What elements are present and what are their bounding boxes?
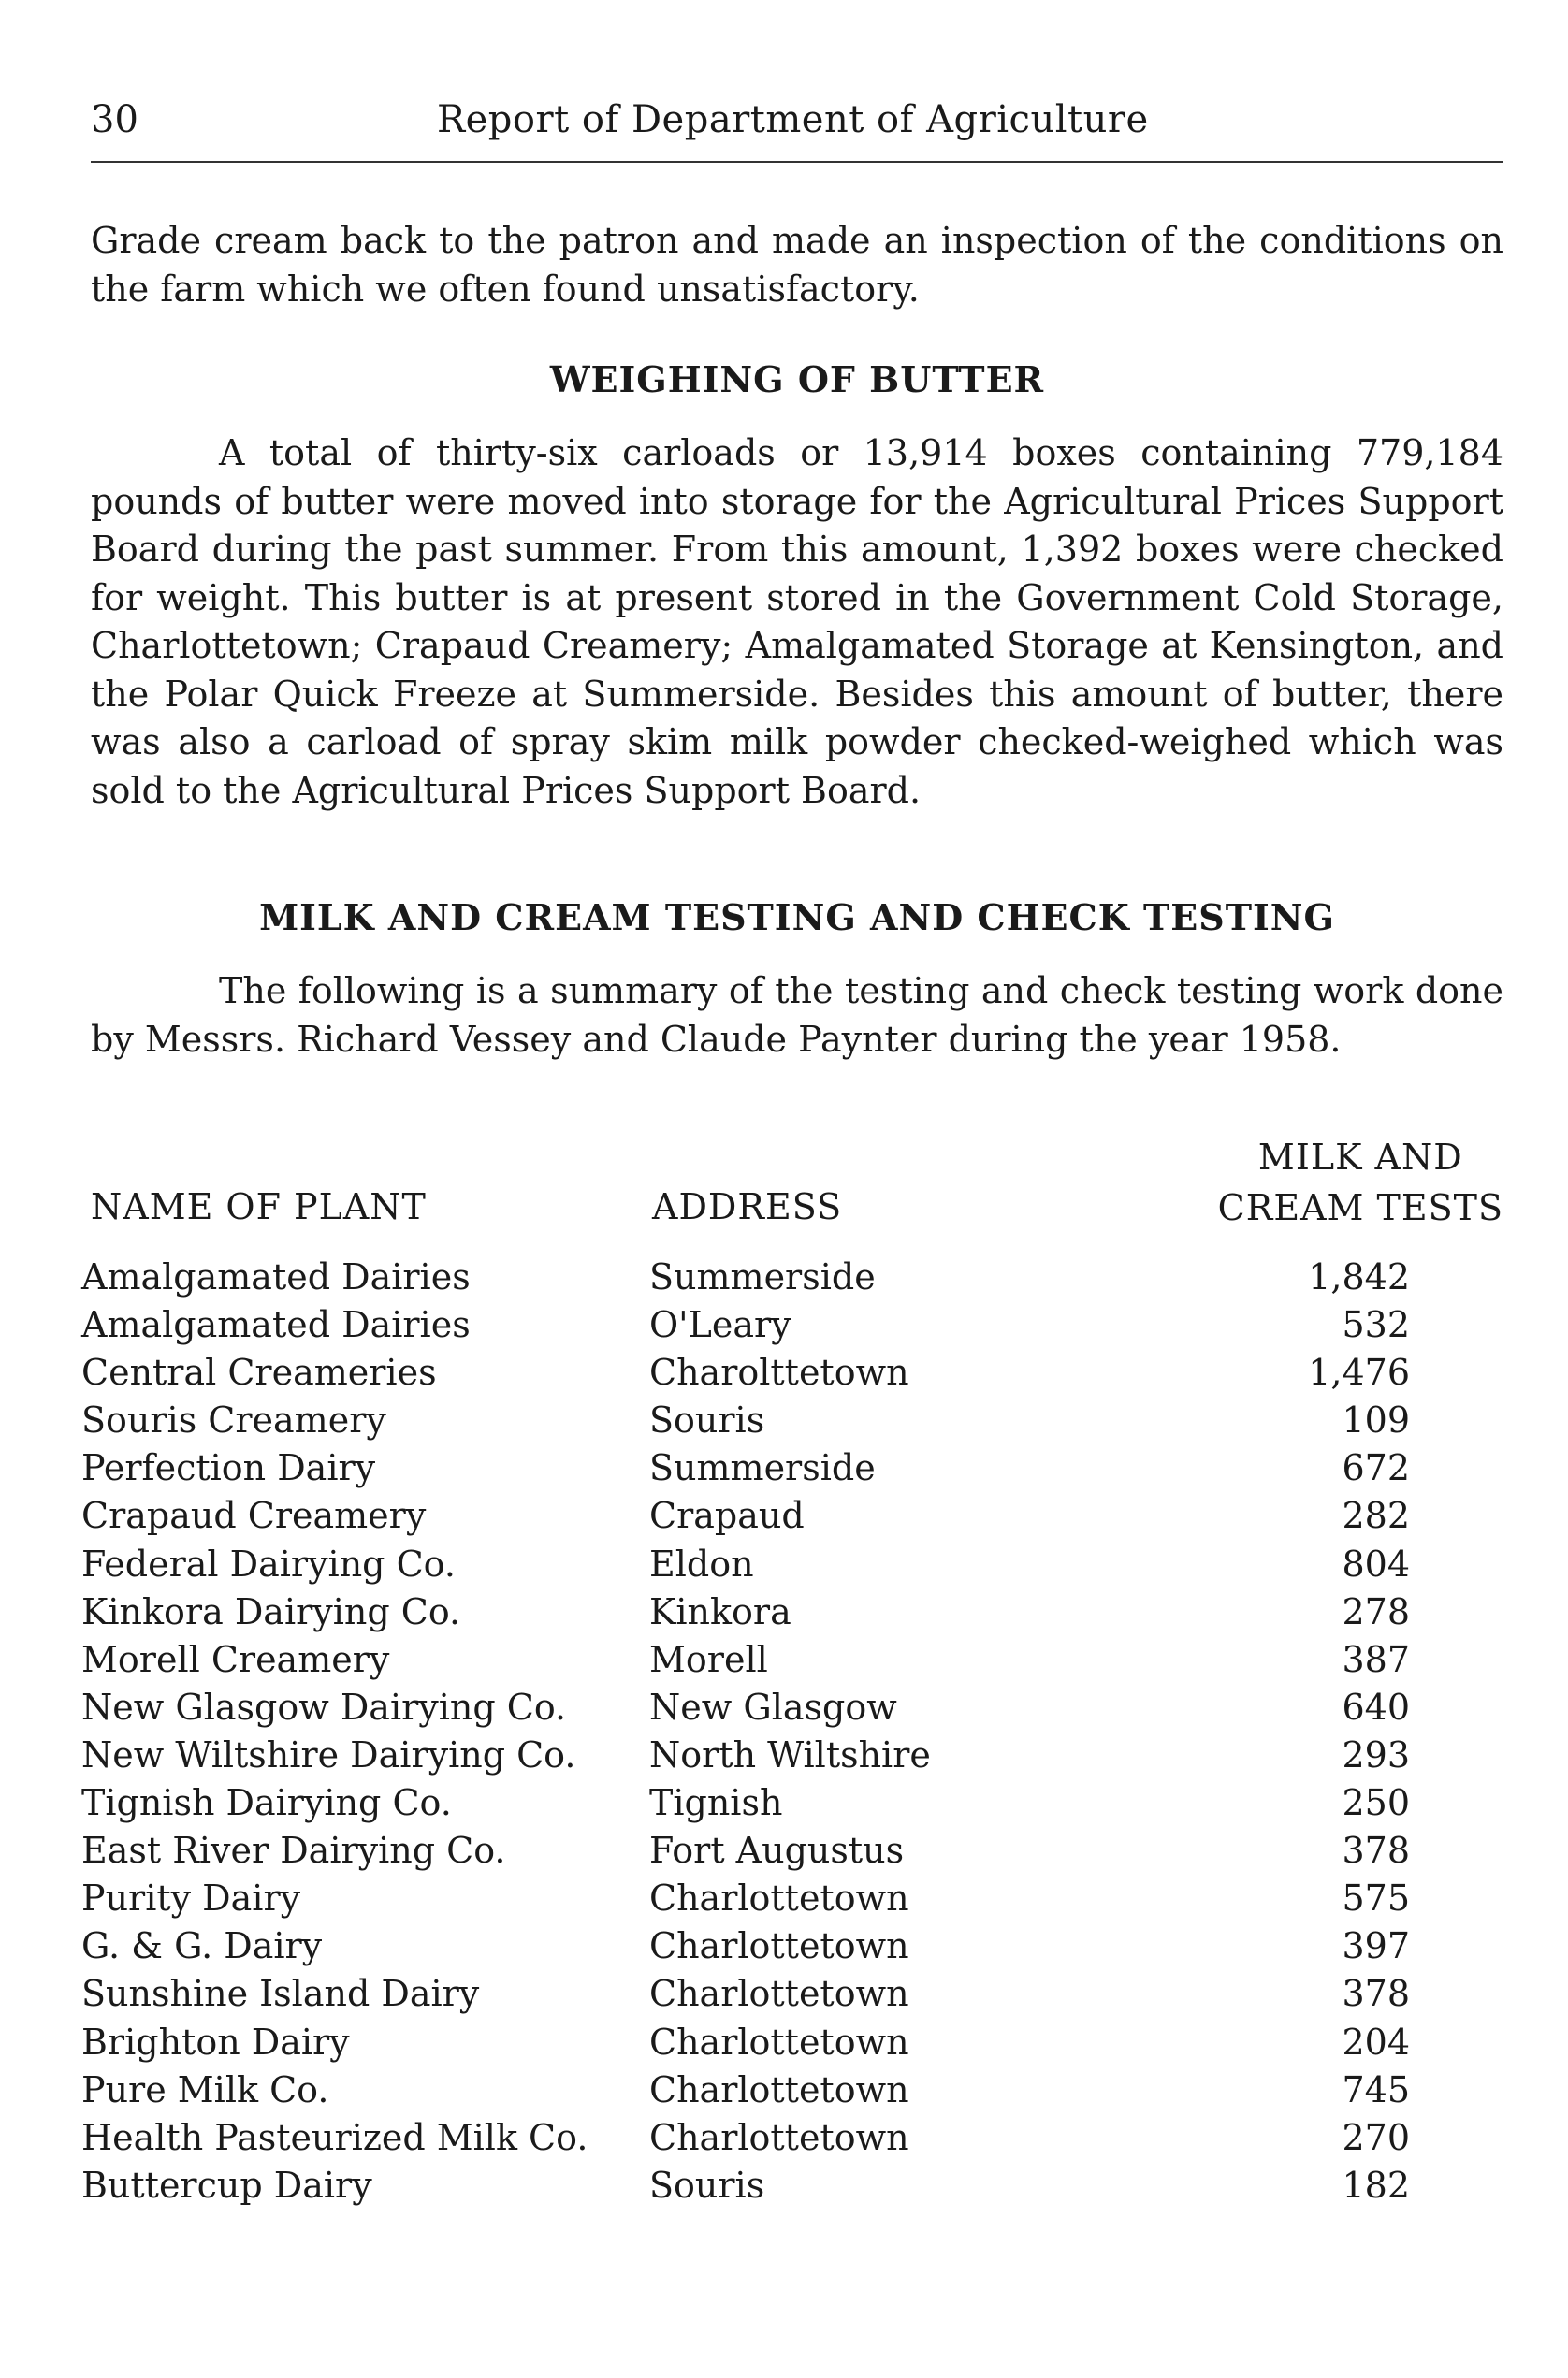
plant-name-cell: Central Creameries: [81, 1352, 437, 1394]
table-header: [91, 1132, 1503, 1244]
tests-count-cell: 640: [1342, 1686, 1410, 1728]
plant-name-cell: Morell Creamery: [81, 1638, 390, 1680]
tests-count-cell: 293: [1342, 1733, 1410, 1776]
address-cell: O'Leary: [649, 1304, 791, 1346]
tests-count-cell: 378: [1342, 1973, 1410, 2015]
tests-count-cell: 672: [1342, 1447, 1410, 1489]
table-row: [81, 1301, 1410, 1349]
tests-count-cell: 397: [1342, 1925, 1410, 1967]
plant-name-cell: New Glasgow Dairying Co.: [81, 1686, 567, 1728]
tests-count-cell: 745: [1342, 2068, 1410, 2110]
plant-name-cell: Kinkora Dairying Co.: [81, 1590, 461, 1632]
tests-count-cell: 532: [1342, 1304, 1410, 1346]
table-row: [81, 1922, 1410, 1970]
plant-name-cell: Buttercup Dairy: [81, 2164, 372, 2206]
plant-name-cell: Purity Dairy: [81, 1878, 301, 1920]
table-row: [81, 1732, 1410, 1779]
table-row: [81, 1492, 1410, 1540]
plant-name-cell: Brighton Dairy: [81, 2021, 350, 2063]
address-cell: Summerside: [649, 1447, 876, 1489]
table-row: [81, 1684, 1410, 1732]
address-cell: Kinkora: [649, 1590, 791, 1632]
plant-name-cell: Health Pasteurized Milk Co.: [81, 2116, 588, 2158]
address-cell: Charlottetown: [649, 2116, 909, 2158]
address-cell: Charlottetown: [649, 1878, 909, 1920]
plant-name-cell: G. & G. Dairy: [81, 1925, 323, 1967]
plant-name-cell: Perfection Dairy: [81, 1447, 376, 1489]
table-row: [81, 1254, 1410, 1301]
plant-name-cell: East River Dairying Co.: [81, 1830, 506, 1872]
address-cell: Fort Augustus: [649, 1830, 905, 1872]
tests-count-cell: 250: [1342, 1782, 1410, 1824]
tests-count-cell: 282: [1342, 1495, 1410, 1537]
weighing-paragraph: A total of thirty-six carloads or 13,914 boxes containing 779,184 pounds of butter were moved into storage for the Agricultural Prices Support Board during the past summer. From this amount, 1,392 boxes were checked for weight. This butter is at present stored in the Government Cold Storage, Charlottetown; Crapaud Creamery; Amalgamated Storage at Kensington, and the Polar Quick Freeze at Summerside. Besides this amount of butter, there was also a carload of spray skim milk powder checked-weighed which was sold to the Agricultural Prices Support Board.: [91, 432, 1503, 811]
tests-count-cell: 575: [1342, 1878, 1410, 1920]
plant-table-body: [81, 1254, 1410, 2210]
running-head: [91, 98, 1503, 154]
address-cell: Souris: [649, 1399, 765, 1442]
plant-name-cell: Amalgamated Dairies: [81, 1304, 471, 1346]
table-row: [81, 1541, 1410, 1588]
header-rule: [91, 161, 1503, 163]
table-row: [81, 2066, 1410, 2114]
address-cell: Crapaud: [649, 1495, 805, 1537]
plant-name-cell: Crapaud Creamery: [81, 1495, 427, 1537]
section-heading-testing: MILK AND CREAM TESTING AND CHECK TESTING: [259, 896, 1335, 938]
address-cell: Charlottetown: [649, 1925, 909, 1967]
address-cell: Summerside: [649, 1256, 876, 1298]
tests-count-cell: 804: [1342, 1543, 1410, 1585]
plant-name-cell: Tignish Dairying Co.: [81, 1782, 452, 1824]
table-row: [81, 1779, 1410, 1827]
address-cell: Morell: [649, 1638, 768, 1680]
column-header-tests: [1218, 1132, 1503, 1233]
column-header-tests-line1: MILK AND: [1257, 1137, 1463, 1178]
address-cell: Souris: [649, 2164, 765, 2206]
testing-paragraph: The following is a summary of the testing and check testing work done by Messrs. Richard Vessey and Claude Paynter during the year 1958.: [91, 970, 1503, 1060]
page-number: 30: [91, 98, 138, 141]
plant-name-cell: Souris Creamery: [81, 1399, 386, 1442]
address-cell: Eldon: [649, 1543, 754, 1585]
plant-name-cell: Sunshine Island Dairy: [81, 1973, 480, 2015]
address-cell: Tignish: [649, 1782, 783, 1824]
table-row: [81, 1970, 1410, 2018]
column-header-plant: NAME OF PLANT: [91, 1186, 427, 1227]
running-title: Report of Department of Agriculture: [437, 98, 1149, 141]
column-header-tests-line2: CREAM TESTS: [1217, 1187, 1503, 1228]
table-row: [81, 1444, 1410, 1492]
tests-count-cell: 204: [1342, 2021, 1410, 2063]
tests-count-cell: 270: [1342, 2116, 1410, 2158]
address-cell: Charlottetown: [649, 1973, 909, 2015]
intro-paragraph: Grade cream back to the patron and made an inspection of the conditions on the farm which we often found unsatisfactory.: [91, 220, 1503, 310]
tests-count-cell: 378: [1342, 1830, 1410, 1872]
address-cell: Charlottetown: [649, 2021, 909, 2063]
plant-name-cell: Amalgamated Dairies: [81, 1256, 471, 1298]
plant-name-cell: New Wiltshire Dairying Co.: [81, 1733, 576, 1776]
plant-name-cell: Federal Dairying Co.: [81, 1543, 456, 1585]
table-row: [81, 1588, 1410, 1636]
table-row: [81, 1397, 1410, 1444]
table-row: [81, 1349, 1410, 1397]
section-heading-weighing: WEIGHING OF BUTTER: [549, 358, 1045, 400]
table-row: [81, 2162, 1410, 2210]
plant-name-cell: Pure Milk Co.: [81, 2068, 329, 2110]
table-row: [81, 1636, 1410, 1684]
tests-count-cell: 387: [1342, 1638, 1410, 1680]
table-row: [81, 1875, 1410, 1922]
table-row: [81, 2019, 1410, 2066]
address-cell: Charlottetown: [649, 2068, 909, 2110]
tests-count-cell: 278: [1342, 1590, 1410, 1632]
column-header-address: ADDRESS: [652, 1186, 843, 1227]
tests-count-cell: 109: [1342, 1399, 1410, 1442]
address-cell: New Glasgow: [649, 1686, 897, 1728]
address-cell: North Wiltshire: [649, 1733, 931, 1776]
tests-count-cell: 1,476: [1308, 1352, 1410, 1394]
tests-count-cell: 182: [1342, 2164, 1410, 2206]
table-row: [81, 2114, 1410, 2162]
address-cell: Charolttetown: [649, 1352, 909, 1394]
table-row: [81, 1827, 1410, 1875]
tests-count-cell: 1,842: [1308, 1256, 1410, 1298]
